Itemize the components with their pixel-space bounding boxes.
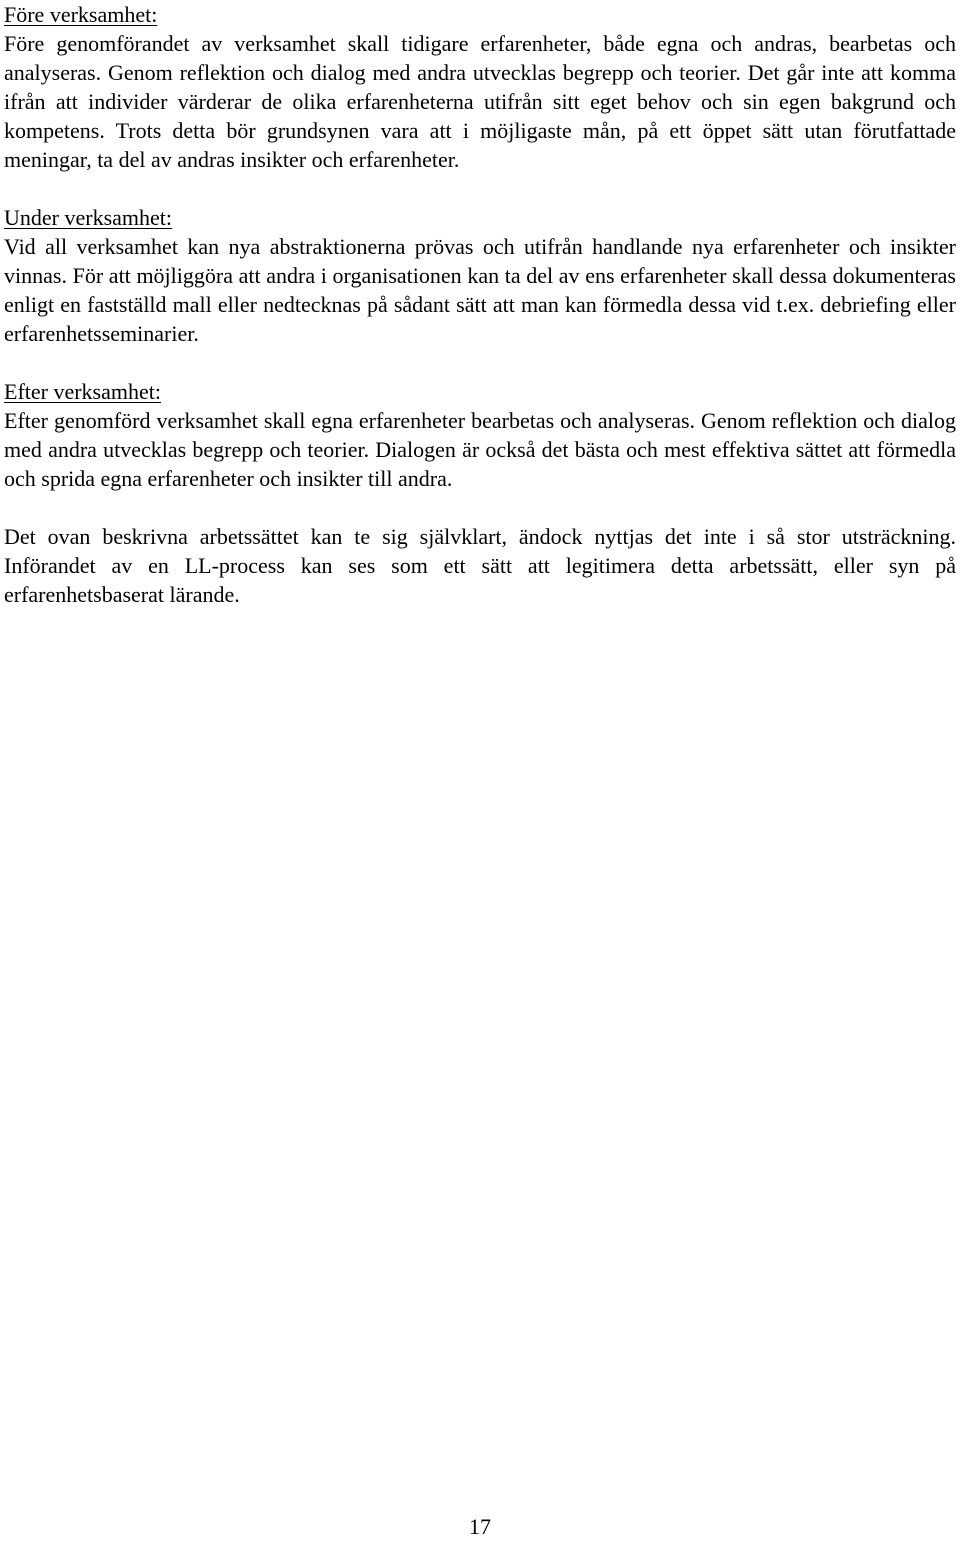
section-heading: Före verksamhet: (4, 2, 158, 27)
paragraph-spacer (4, 348, 956, 377)
section-under-verksamhet (4, 203, 956, 348)
section-efter-verksamhet (4, 377, 956, 493)
page-number: 17 (469, 1514, 491, 1539)
section-paragraph: Vid all verksamhet kan nya abstraktionerna prövas och utifrån handlande nya erfarenheter och insikter vinnas. För att möjliggöra att andra i organisationen kan ta del av ens erfarenheter skall dessa dokumenteras enligt en fastställd mall eller nedtecknas på sådant sätt att man kan förmedla dessa vid t.ex. debriefing eller erfarenhetsseminarier. (4, 234, 956, 346)
section-heading: Under verksamhet: (4, 205, 172, 230)
paragraph-spacer (4, 174, 956, 203)
section-paragraph: Efter genomförd verksamhet skall egna erfarenheter bearbetas och analyseras. Genom reflektion och dialog med andra utvecklas begrepp och teorier. Dialogen är också det bästa och mest effektiva sättet att förmedla och sprida egna erfarenheter och insikter till andra. (4, 408, 956, 491)
paragraph-spacer (4, 493, 956, 522)
section-heading: Efter verksamhet: (4, 379, 161, 404)
document-page (4, 0, 956, 609)
section-paragraph: Före genomförandet av verksamhet skall tidigare erfarenheter, både egna och andras, bearbetas och analyseras. Genom reflektion och dialog med andra utvecklas begrepp och teorier. Det går inte att komma ifrån att individer värderar de olika erfarenheterna utifrån sitt eget behov och sin egen bakgrund och kompetens. Trots detta bör grundsynen vara att i möjligaste mån, på ett öppet sätt utan förutfattade meningar, ta del av andras insikter och erfarenheter. (4, 31, 956, 172)
closing-paragraph: Det ovan beskrivna arbetssättet kan te sig självklart, ändock nyttjas det inte i så stor utsträckning. Införandet av en LL-process kan ses som ett sätt att legitimera detta arbetssätt, eller syn på erfarenhetsbaserat lärande. (4, 524, 956, 607)
section-fore-verksamhet (4, 0, 956, 174)
